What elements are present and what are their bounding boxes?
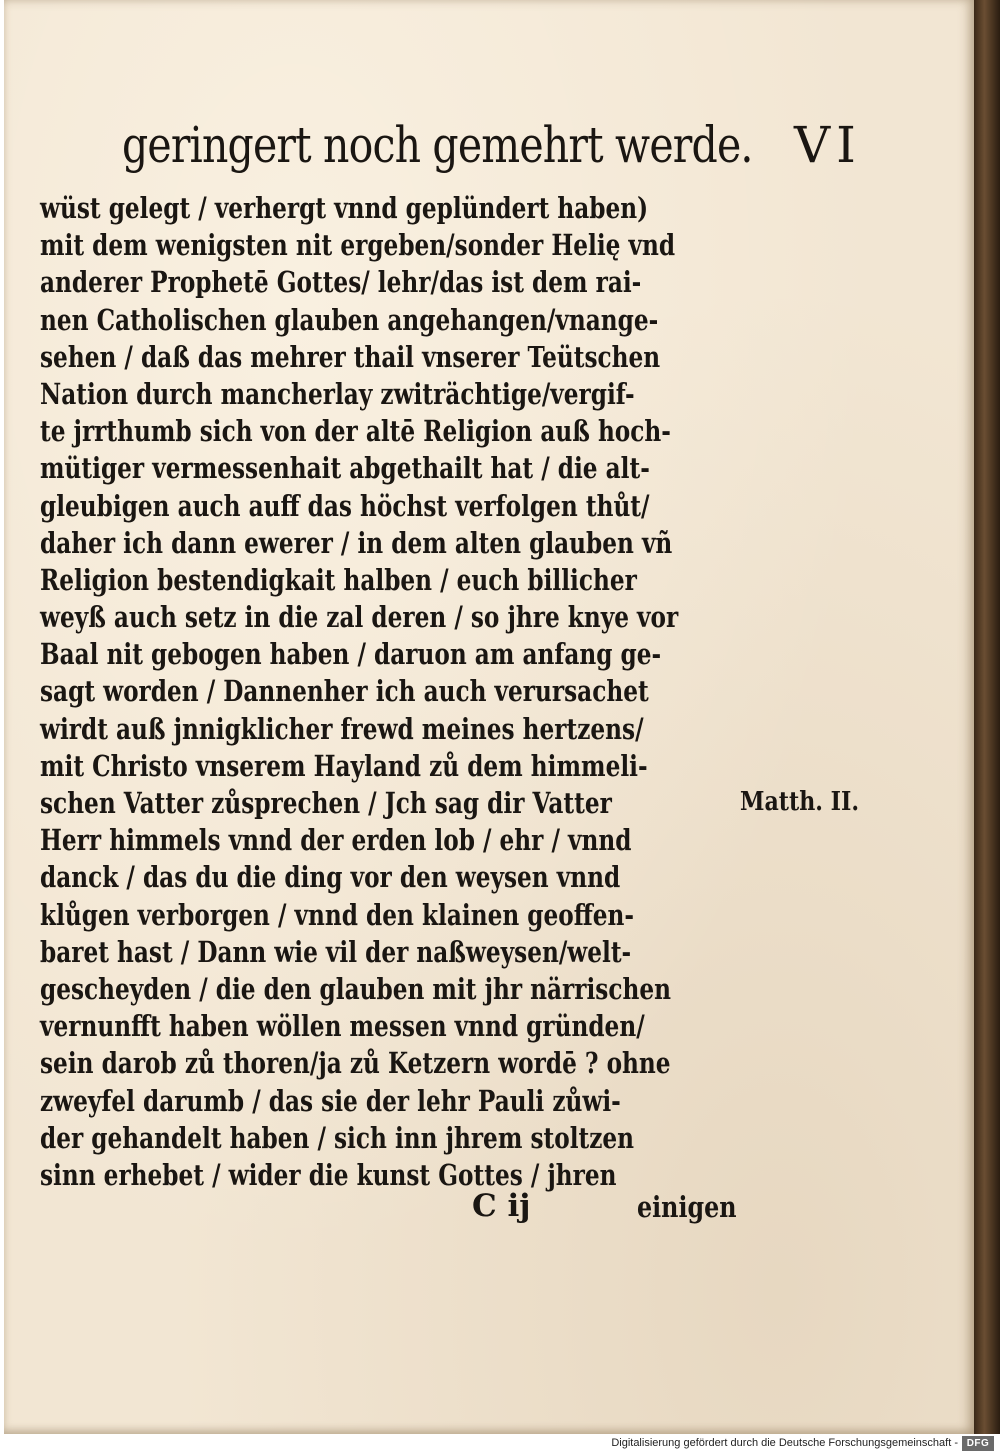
text-line: nen Catholischen glauben angehangen/vnange- [40, 302, 659, 337]
text-line: sagt worden / Dannenher ich auch verursachet [40, 674, 649, 709]
text-line: mit dem wenigsten nit ergeben/sonder Helię vnd [40, 228, 676, 263]
running-head: geringert noch gemehrt werde. [122, 116, 753, 174]
text-line: Baal nit gebogen haben / daruon am anfang ge- [40, 637, 662, 672]
text-line: gleubigen auch auff das höchst verfolgen thůt/ [40, 488, 650, 523]
text-line: wirdt auß jnnigklicher frewd meines hertzens/ [40, 711, 644, 746]
text-line: zweyfel darumb / das sie der lehr Pauli zůwi- [40, 1083, 621, 1118]
text-line: der gehandelt haben / sich inn jhrem stoltzen [40, 1120, 635, 1155]
text-line: gescheyden / die den glauben mit jhr närrischen [40, 971, 671, 1006]
text-line: mütiger vermessenhait abgethailt hat / die alt- [40, 451, 650, 486]
marginal-reference: Matth. II. [740, 787, 860, 817]
text-line: danck / das du die ding vor den weysen vnnd [40, 860, 621, 895]
text-line: te jrrthumb sich von der altē Religion auß hoch- [40, 414, 671, 449]
text-line: sinn erhebet / wider die kunst Gottes / jhren [40, 1157, 617, 1192]
catchword: einigen [637, 1190, 737, 1224]
folio-number: VI [794, 116, 862, 174]
text-line: Nation durch mancherlay zwiträchtige/vergif- [40, 376, 635, 411]
text-line: Religion bestendigkait halben / euch billicher [40, 562, 637, 597]
text-line: sein darob zů thoren/ja zů Ketzern wordē ? ohne [40, 1046, 671, 1081]
text-line: anderer Prophetē Gottes/ lehr/das ist dem rai- [40, 265, 642, 300]
text-line: klůgen verborgen / vnnd den klainen geoffen- [40, 897, 635, 932]
funding-credit: Digitalisierung gefördert durch die Deutsche Forschungsgemeinschaft - [611, 1437, 958, 1449]
text-line: sehen / daß das mehrer thail vnserer Teütschen [40, 339, 661, 374]
text-line: weyß auch setz in die zal deren / so jhre knye vor [40, 600, 679, 635]
signature-mark: C ij [472, 1188, 531, 1224]
text-line: daher ich dann ewerer / in dem alten glauben vñ [40, 525, 673, 560]
dfg-logo-icon: DFG [962, 1436, 994, 1451]
footer-bar [0, 1434, 1000, 1454]
text-line: schen Vatter zůsprechen / Jch sag dir Vatter [40, 786, 612, 820]
book-edge [974, 0, 1000, 1434]
book-page [4, 0, 974, 1434]
text-line: wüst gelegt / verhergt vnnd geplündert haben) [40, 191, 649, 225]
text-line: vernunfft haben wöllen messen vnnd gründen/ [40, 1009, 645, 1044]
text-line: Herr himmels vnnd der erden lob / ehr / vnnd [40, 823, 632, 858]
body-text [40, 190, 740, 1194]
text-line: mit Christo vnserem Hayland zů dem himmeli- [40, 748, 648, 783]
text-line: baret hast / Dann wie vil der naßweysen/welt- [40, 934, 632, 969]
